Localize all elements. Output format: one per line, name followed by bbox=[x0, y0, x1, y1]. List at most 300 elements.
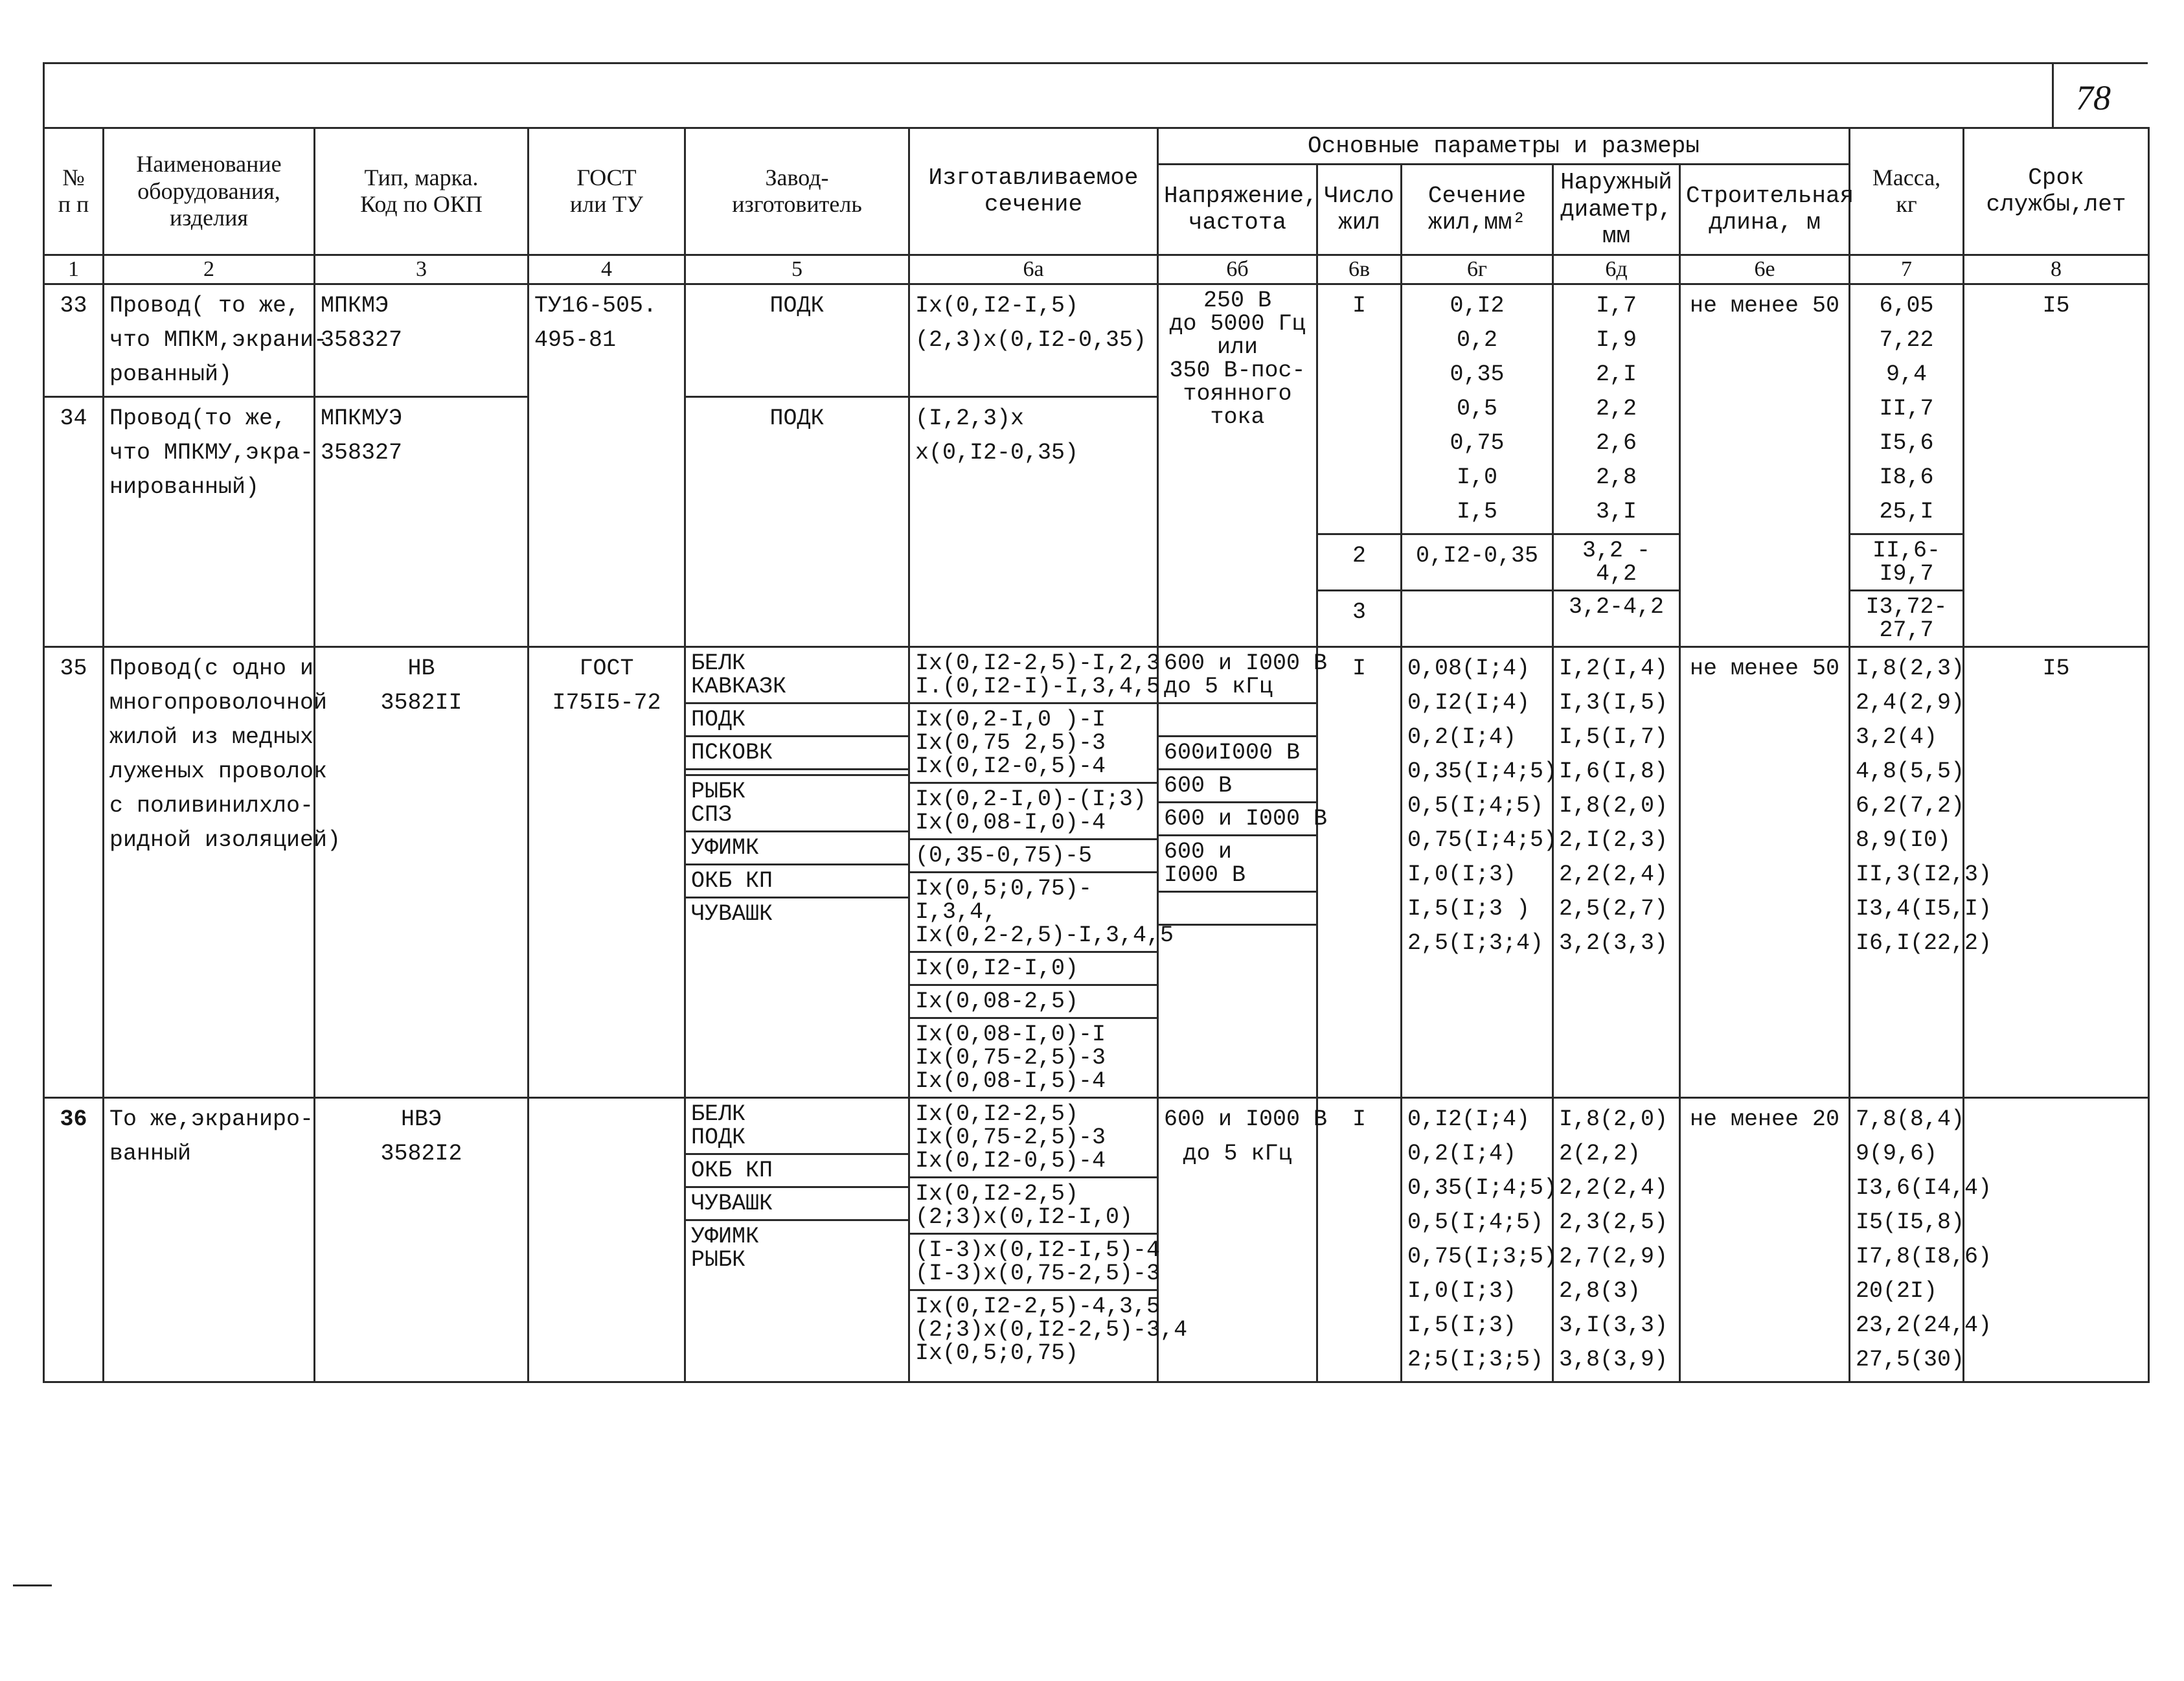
row-mass-line: I8,6 bbox=[1879, 464, 1934, 490]
row-cores bbox=[1317, 284, 1402, 534]
row-type-line: 3582II bbox=[380, 689, 462, 716]
row-maker-line: ПОДК bbox=[691, 1124, 746, 1150]
row-crosssection-line: 0,75 bbox=[1450, 429, 1505, 456]
row-crosssection-line: 0,I2-0,35 bbox=[1415, 542, 1539, 569]
row-section-line: Iх(0,08-2,5) bbox=[915, 988, 1079, 1014]
row-section-line: Iх(0,I2-0,5)-4 bbox=[915, 753, 1106, 779]
group-divider bbox=[910, 782, 1157, 784]
row-no-line: 33 bbox=[60, 292, 87, 319]
row-name bbox=[104, 646, 341, 1097]
row-section-line: Iх(0,75 2,5)-3 bbox=[915, 729, 1106, 756]
row-type-line: МПКМЭ bbox=[321, 292, 389, 319]
row-name-line: нированный) bbox=[109, 474, 260, 500]
row-diameter-line: 2,7(2,9) bbox=[1559, 1243, 1668, 1270]
table-row bbox=[44, 284, 2149, 396]
footer-rule bbox=[13, 1584, 52, 1586]
row-voltage-line: I000 В bbox=[1164, 862, 1246, 888]
group-divider bbox=[1159, 768, 1316, 770]
row-diameter-line: 3,2 - bbox=[1582, 537, 1651, 564]
row-crosssection-line: 0,I2(I;4) bbox=[1407, 1106, 1530, 1132]
row-section bbox=[909, 396, 1158, 646]
row-crosssection-line: 0,I2(I;4) bbox=[1407, 689, 1530, 716]
column-number: 7 bbox=[1850, 255, 1964, 284]
header-params: Основные параметры и размеры bbox=[1158, 128, 1850, 165]
group-divider bbox=[686, 1219, 908, 1221]
row-gost-line: 495-81 bbox=[534, 326, 617, 353]
group-divider bbox=[910, 1176, 1157, 1178]
group-divider bbox=[1159, 702, 1316, 704]
row-gost-line: ТУ16-505. bbox=[534, 292, 657, 319]
row-maker-line: ЧУВАШК bbox=[691, 900, 773, 927]
row-maker-line: РЫБК bbox=[691, 1246, 746, 1273]
row-maker bbox=[685, 1097, 909, 1382]
row-mass-line: 6,2(7,2) bbox=[1856, 792, 1965, 819]
row-type-line: НВЭ bbox=[400, 1106, 442, 1132]
header-row bbox=[44, 128, 2149, 165]
row-section-line: х(0,I2-0,35) bbox=[915, 439, 1079, 466]
row-crosssection bbox=[1402, 590, 1553, 646]
row-name bbox=[104, 284, 328, 396]
header-mass: Масса, кг bbox=[1850, 128, 1964, 255]
group-divider bbox=[686, 897, 908, 898]
header-type: Тип, марка. Код по ОКП bbox=[315, 128, 529, 255]
row-section-line: Iх(0,5;0,75)- bbox=[915, 875, 1093, 902]
column-number: 6б bbox=[1158, 255, 1317, 284]
row-name-line: ридной изоляцией) bbox=[109, 827, 341, 853]
row-length-line: не менее 50 bbox=[1689, 655, 1840, 681]
row-crosssection-line: I,5(I;3) bbox=[1407, 1312, 1517, 1338]
row-crosssection-line: 0,I2 bbox=[1450, 292, 1505, 319]
row-mass bbox=[1850, 534, 1964, 590]
row-length-line: не менее 20 bbox=[1689, 1106, 1840, 1132]
row-no-line: 35 bbox=[60, 655, 87, 681]
row-maker bbox=[685, 646, 909, 1097]
row-diameter-line: 3,I bbox=[1595, 498, 1637, 525]
row-mass-line: I3,6(I4,4) bbox=[1856, 1174, 1992, 1201]
header-maker: Завод- изготовитель bbox=[685, 128, 909, 255]
row-crosssection-line: 2,5(I;3;4) bbox=[1407, 930, 1544, 956]
row-section-line: I,3,4, bbox=[915, 898, 997, 925]
row-diameter-line: I,8(2,0) bbox=[1559, 792, 1668, 819]
group-divider bbox=[1159, 891, 1316, 893]
row-no bbox=[44, 284, 104, 396]
row-name-line: многопроволочной bbox=[109, 689, 328, 716]
column-numbers-row bbox=[44, 255, 2149, 284]
row-section bbox=[909, 1097, 1188, 1382]
row-voltage bbox=[1158, 284, 1317, 646]
header-voltage: Напряжение, частота bbox=[1158, 165, 1317, 255]
column-number: 5 bbox=[685, 255, 909, 284]
row-mass-line: 3,2(4) bbox=[1856, 724, 1938, 750]
row-mass bbox=[1850, 284, 1964, 534]
row-section-line: Iх(0,2-I,0 )-I bbox=[915, 706, 1106, 733]
row-cores-line: I bbox=[1352, 1106, 1366, 1132]
row-voltage-line bbox=[1164, 708, 1311, 731]
row-section-line: (2;3)х(0,I2-2,5)-3,4 bbox=[915, 1316, 1188, 1343]
row-crosssection-line: 0,2(I;4) bbox=[1407, 1140, 1517, 1167]
row-voltage-line: до 5 кГц bbox=[1183, 1140, 1292, 1167]
row-mass-line: II,7 bbox=[1879, 395, 1934, 422]
row-diameter-line: 2,3(2,5) bbox=[1559, 1209, 1668, 1235]
row-section-line: Iх(0,75-2,5)-3 bbox=[915, 1044, 1106, 1071]
row-mass-line: 9,4 bbox=[1885, 361, 1927, 387]
row-cores bbox=[1317, 1097, 1402, 1382]
row-diameter-line: 2(2,2) bbox=[1559, 1140, 1641, 1167]
top-rule bbox=[43, 62, 2148, 64]
row-name-line: То же,экраниро- bbox=[109, 1106, 314, 1132]
top-left-rule bbox=[43, 62, 45, 127]
row-name-line: Провод(то же, bbox=[109, 405, 287, 431]
column-number: 6а bbox=[909, 255, 1158, 284]
row-maker-line: РЫБК bbox=[691, 778, 746, 805]
row-mass-line: 27,5(30) bbox=[1856, 1346, 1965, 1373]
row-crosssection bbox=[1402, 534, 1553, 590]
header-cores: Число жил bbox=[1317, 165, 1402, 255]
row-mass-line: II,3(I2,3) bbox=[1856, 861, 1992, 887]
row-crosssection-line: I,0(I;3) bbox=[1407, 1277, 1517, 1304]
row-cores bbox=[1317, 590, 1402, 646]
row-mass-line: I,8(2,3) bbox=[1856, 655, 1965, 681]
row-crosssection-line: 0,08(I;4) bbox=[1407, 655, 1530, 681]
row-section-line: Iх(0,I2-0,5)-4 bbox=[915, 1147, 1106, 1174]
row-section-line: (I,2,3)х bbox=[915, 405, 1025, 431]
row-section-line: Iх(0,2-2,5)-I,3,4,5 bbox=[915, 922, 1174, 948]
row-diameter bbox=[1553, 590, 1680, 646]
row-mass bbox=[1850, 590, 1964, 646]
row-section-line: (2,3)х(0,I2-0,35) bbox=[915, 326, 1147, 353]
row-maker-line: УФИМК bbox=[691, 834, 760, 861]
row-mass-line: I5(I5,8) bbox=[1856, 1209, 1965, 1235]
group-divider bbox=[686, 863, 908, 865]
row-gost bbox=[529, 1097, 685, 1382]
row-section-line: Iх(0,08-I,5)-4 bbox=[915, 1068, 1106, 1094]
row-name-line: луженых проволок bbox=[109, 758, 328, 784]
row-length bbox=[1680, 646, 1850, 1097]
row-voltage-line: тока bbox=[1210, 404, 1265, 430]
row-section-line: Iх(0,2-I,0)-(I;3) bbox=[915, 786, 1147, 812]
row-crosssection-line: 0,35 bbox=[1450, 361, 1505, 387]
row-diameter bbox=[1553, 646, 1680, 1097]
group-divider bbox=[910, 1233, 1157, 1235]
row-crosssection bbox=[1402, 646, 1558, 1097]
row-gost bbox=[529, 284, 685, 646]
row-diameter-line: I,6(I,8) bbox=[1559, 758, 1668, 784]
column-number: 3 bbox=[315, 255, 529, 284]
row-mass-line: 4,8(5,5) bbox=[1856, 758, 1965, 784]
row-section-line: (I-3)х(0,I2-I,5)-4 bbox=[915, 1237, 1161, 1263]
page-number-box bbox=[2052, 62, 2054, 127]
row-mass bbox=[1850, 1097, 1992, 1382]
row-mass-line: 6,05 bbox=[1879, 292, 1934, 319]
row-life bbox=[1964, 284, 2149, 646]
header-name: Наименование оборудования, изделия bbox=[104, 128, 315, 255]
row-crosssection-line: 0,75(I;3;5) bbox=[1407, 1243, 1558, 1270]
row-maker-line: УФИМК bbox=[691, 1223, 760, 1250]
row-cores bbox=[1317, 534, 1402, 590]
group-divider bbox=[686, 1153, 908, 1155]
row-diameter-line: I,7 bbox=[1595, 292, 1637, 319]
column-number: 6в bbox=[1317, 255, 1402, 284]
group-divider bbox=[686, 735, 908, 737]
row-mass-line: 2,4(2,9) bbox=[1856, 689, 1965, 716]
row-no bbox=[44, 396, 104, 646]
row-diameter bbox=[1553, 534, 1680, 590]
row-voltage-line bbox=[1164, 897, 1311, 920]
row-maker-line: ЧУВАШК bbox=[691, 1190, 773, 1217]
header-no: № п п bbox=[44, 128, 104, 255]
row-voltage-line: 600 В bbox=[1164, 772, 1233, 799]
row-diameter-line: I,3(I,5) bbox=[1559, 689, 1668, 716]
group-divider bbox=[686, 774, 908, 776]
row-type bbox=[315, 1097, 529, 1382]
row-voltage-line: 600 и bbox=[1164, 838, 1233, 865]
row-voltage-line: 600 и I000 В bbox=[1164, 805, 1328, 832]
row-name-line: ванный bbox=[109, 1140, 192, 1167]
row-maker-line: СПЗ bbox=[691, 801, 733, 828]
row-voltage-line: до 5000 Гц bbox=[1169, 310, 1306, 337]
header-life: Срок службы,лет bbox=[1964, 128, 2149, 255]
row-voltage-line: 250 В bbox=[1203, 287, 1272, 314]
row-crosssection-line: 0,5(I;4;5) bbox=[1407, 792, 1544, 819]
row-cores-line: I bbox=[1352, 655, 1366, 681]
row-voltage-line: 600иI000 В bbox=[1164, 739, 1301, 766]
row-life-line: I5 bbox=[2042, 292, 2070, 319]
row-name bbox=[104, 1097, 315, 1382]
column-number: 6д bbox=[1553, 255, 1680, 284]
column-number: 6г bbox=[1402, 255, 1553, 284]
group-divider bbox=[686, 830, 908, 832]
row-section-line: Iх(0,75-2,5)-3 bbox=[915, 1124, 1106, 1150]
row-type-line: НВ bbox=[407, 655, 435, 681]
row-maker bbox=[685, 284, 909, 396]
row-life bbox=[1964, 1097, 2149, 1382]
column-number: 2 bbox=[104, 255, 315, 284]
row-gost-line: ГОСТ bbox=[579, 655, 634, 681]
row-gost-line: I75I5-72 bbox=[552, 689, 661, 716]
row-maker-line: БЕЛК bbox=[691, 650, 746, 676]
row-diameter-line: 3,2(3,3) bbox=[1559, 930, 1668, 956]
row-section-line: Iх(0,I2-2,5) bbox=[915, 1101, 1079, 1127]
row-crosssection-line: 0,35(I;4;5) bbox=[1407, 1174, 1558, 1201]
row-type-line: 358327 bbox=[321, 326, 403, 353]
row-mass-line: 23,2(24,4) bbox=[1856, 1312, 1992, 1338]
row-cores bbox=[1317, 646, 1402, 1097]
row-section-line: (0,35-0,75)-5 bbox=[915, 842, 1093, 869]
group-divider bbox=[910, 702, 1157, 704]
group-divider bbox=[1159, 924, 1316, 926]
row-section-line: Iх(0,I2-2,5)-I,2,3 bbox=[915, 650, 1161, 676]
row-type bbox=[315, 646, 529, 1097]
row-cores-line: 2 bbox=[1352, 542, 1366, 569]
table-row bbox=[44, 646, 2149, 1097]
group-divider bbox=[910, 984, 1157, 986]
row-diameter-line: 2,5(2,7) bbox=[1559, 895, 1668, 922]
row-section-line: Iх(0,I2-2,5)-4,3,5 bbox=[915, 1293, 1161, 1320]
row-diameter-line: I,8(2,0) bbox=[1559, 1106, 1668, 1132]
row-diameter-line: 2,2 bbox=[1595, 395, 1637, 422]
row-mass bbox=[1850, 646, 1992, 1097]
row-name-line: рованный) bbox=[109, 361, 233, 387]
row-mass-line: I5,6 bbox=[1879, 429, 1934, 456]
group-divider bbox=[686, 702, 908, 704]
row-voltage-line: до 5 кГц bbox=[1164, 673, 1273, 700]
row-length-line: не менее 50 bbox=[1689, 292, 1840, 319]
row-name-line: Провод(с одно и bbox=[109, 655, 314, 681]
row-crosssection-line: 0,5 bbox=[1456, 395, 1497, 422]
row-voltage-line bbox=[1164, 930, 1311, 953]
row-maker-line: ОКБ КП bbox=[691, 1157, 773, 1184]
header-crosssection: Сечение жил,мм² bbox=[1402, 165, 1553, 255]
group-divider bbox=[686, 768, 908, 770]
row-diameter bbox=[1553, 284, 1680, 534]
row-name bbox=[104, 396, 315, 646]
row-voltage-line: тоянного bbox=[1183, 380, 1292, 407]
row-crosssection-line: I,0(I;3) bbox=[1407, 861, 1517, 887]
row-diameter-line: I,9 bbox=[1595, 326, 1637, 353]
row-section-line: Iх(0,08-I,0)-I bbox=[915, 1021, 1106, 1047]
row-cores-line: I bbox=[1352, 292, 1366, 319]
row-section bbox=[909, 284, 1158, 396]
group-divider bbox=[910, 951, 1157, 953]
row-maker bbox=[685, 396, 909, 646]
row-voltage-line: 350 В-пос- bbox=[1169, 357, 1306, 383]
row-maker-line: ОКБ КП bbox=[691, 867, 773, 894]
row-crosssection-line: I,5(I;3 ) bbox=[1407, 895, 1530, 922]
row-diameter-line: 2,I(2,3) bbox=[1559, 827, 1668, 853]
row-cores-line: 3 bbox=[1352, 599, 1366, 625]
row-maker-line: БЕЛК bbox=[691, 1101, 746, 1127]
group-divider bbox=[1159, 834, 1316, 836]
row-maker-line: ПОДК bbox=[769, 405, 825, 431]
row-section-line: (I-3)х(0,75-2,5)-3 bbox=[915, 1260, 1161, 1286]
row-voltage-line: или bbox=[1216, 334, 1258, 360]
row-name-line: что МПКМ,экрани- bbox=[109, 326, 328, 353]
row-name-line: что МПКМУ,экра- bbox=[109, 439, 314, 466]
row-crosssection-line: 0,75(I;4;5) bbox=[1407, 827, 1558, 853]
row-name-line: Провод( то же, bbox=[109, 292, 301, 319]
row-section-line: Iх(0,5;0,75) bbox=[915, 1340, 1079, 1366]
row-diameter-line: 4,2 bbox=[1595, 560, 1637, 587]
group-divider bbox=[910, 871, 1157, 873]
table-body bbox=[44, 284, 2149, 1382]
row-crosssection bbox=[1402, 284, 1553, 534]
row-section-line: Iх(0,08-I,0)-4 bbox=[915, 809, 1106, 836]
page-number: 78 bbox=[2076, 78, 2111, 117]
row-section-line: I.(0,I2-I)-I,3,4,5 bbox=[915, 673, 1161, 700]
row-life-line: I5 bbox=[2042, 655, 2070, 681]
row-mass-line: I9,7 bbox=[1879, 560, 1934, 587]
group-divider bbox=[1159, 801, 1316, 803]
row-no-line: 34 bbox=[60, 405, 87, 431]
header-section: Изготавливаемое сечение bbox=[909, 128, 1158, 255]
group-divider bbox=[686, 1186, 908, 1188]
row-type-line: 358327 bbox=[321, 439, 403, 466]
row-mass-line: I7,8(I8,6) bbox=[1856, 1243, 1992, 1270]
row-mass-line: 27,7 bbox=[1879, 617, 1934, 643]
row-maker-line: КАВКАЗК bbox=[691, 673, 787, 700]
row-diameter bbox=[1553, 1097, 1680, 1382]
row-voltage-line: 600 и I000 В bbox=[1164, 1106, 1328, 1132]
row-diameter-line: 3,8(3,9) bbox=[1559, 1346, 1668, 1373]
row-mass-line: I6,I(22,2) bbox=[1856, 930, 1992, 956]
row-name-line: с поливинилхло- bbox=[109, 792, 314, 819]
row-section-line: Iх(0,I2-I,0) bbox=[915, 955, 1079, 981]
row-gost bbox=[529, 646, 685, 1097]
row-crosssection-line: 2;5(I;3;5) bbox=[1407, 1346, 1544, 1373]
row-diameter-line: 2,2(2,4) bbox=[1559, 861, 1668, 887]
row-crosssection bbox=[1402, 1097, 1558, 1382]
row-diameter-line: 2,I bbox=[1595, 361, 1637, 387]
row-crosssection-line: 0,5(I;4;5) bbox=[1407, 1209, 1544, 1235]
row-voltage bbox=[1158, 646, 1328, 1097]
column-number: 6е bbox=[1680, 255, 1850, 284]
row-diameter-line: 2,8 bbox=[1595, 464, 1637, 490]
row-mass-line: I3,4(I5,I) bbox=[1856, 895, 1992, 922]
row-mass-line: 7,8(8,4) bbox=[1856, 1106, 1965, 1132]
row-length bbox=[1680, 284, 1850, 646]
group-divider bbox=[1159, 735, 1316, 737]
header-length: Строительная длина, м bbox=[1680, 165, 1850, 255]
row-crosssection-line: 0,35(I;4;5) bbox=[1407, 758, 1558, 784]
row-mass-line: 25,I bbox=[1879, 498, 1934, 525]
row-no bbox=[44, 646, 104, 1097]
row-diameter-line: 2,2(2,4) bbox=[1559, 1174, 1668, 1201]
group-divider bbox=[910, 1289, 1157, 1291]
row-mass-line: 8,9(I0) bbox=[1856, 827, 1951, 853]
row-mass-line: II,6- bbox=[1872, 537, 1941, 564]
row-maker-line: ПСКОВК bbox=[691, 739, 773, 766]
row-mass-line: I3,72- bbox=[1865, 593, 1948, 620]
row-type-line: 3582I2 bbox=[380, 1140, 462, 1167]
row-crosssection-line: 0,2(I;4) bbox=[1407, 724, 1517, 750]
row-diameter-line: I,2(I,4) bbox=[1559, 655, 1668, 681]
row-type bbox=[315, 396, 529, 646]
row-diameter-line: 2,8(3) bbox=[1559, 1277, 1641, 1304]
header-diameter: Наружный диаметр, мм bbox=[1553, 165, 1680, 255]
row-type bbox=[315, 284, 529, 396]
row-section-line: (2;3)х(0,I2-I,0) bbox=[915, 1204, 1133, 1230]
row-diameter-line: 3,2-4,2 bbox=[1568, 593, 1665, 620]
row-section-line: Iх(0,I2-2,5) bbox=[915, 1180, 1079, 1207]
row-section-line: Iх(0,I2-I,5) bbox=[915, 292, 1079, 319]
row-length bbox=[1680, 1097, 1850, 1382]
row-mass-line: 20(2I) bbox=[1856, 1277, 1938, 1304]
row-crosssection-line: I,5 bbox=[1456, 498, 1497, 525]
row-maker-line: ПОДК bbox=[691, 706, 746, 733]
column-number: 8 bbox=[1964, 255, 2149, 284]
row-type-line: МПКМУЭ bbox=[321, 405, 403, 431]
column-number: 1 bbox=[44, 255, 104, 284]
group-divider bbox=[910, 838, 1157, 840]
row-voltage-line: 600 и I000 В bbox=[1164, 650, 1328, 676]
header-gost: ГОСТ или ТУ bbox=[529, 128, 685, 255]
row-mass-line: 9(9,6) bbox=[1856, 1140, 1938, 1167]
column-number: 4 bbox=[529, 255, 685, 284]
table-row bbox=[44, 1097, 2149, 1382]
row-mass-line: 7,22 bbox=[1879, 326, 1934, 353]
equipment-table bbox=[43, 127, 2150, 1383]
row-section bbox=[909, 646, 1174, 1097]
row-crosssection-line: I,0 bbox=[1456, 464, 1497, 490]
row-no-line: 36 bbox=[60, 1106, 87, 1132]
row-maker-line: ПОДК bbox=[769, 292, 825, 319]
row-diameter-line: 3,I(3,3) bbox=[1559, 1312, 1668, 1338]
row-name-line: жилой из медных bbox=[109, 724, 314, 750]
row-diameter-line: I,5(I,7) bbox=[1559, 724, 1668, 750]
row-crosssection-line: 0,2 bbox=[1456, 326, 1497, 353]
row-no bbox=[44, 1097, 104, 1382]
row-diameter-line: 2,6 bbox=[1595, 429, 1637, 456]
